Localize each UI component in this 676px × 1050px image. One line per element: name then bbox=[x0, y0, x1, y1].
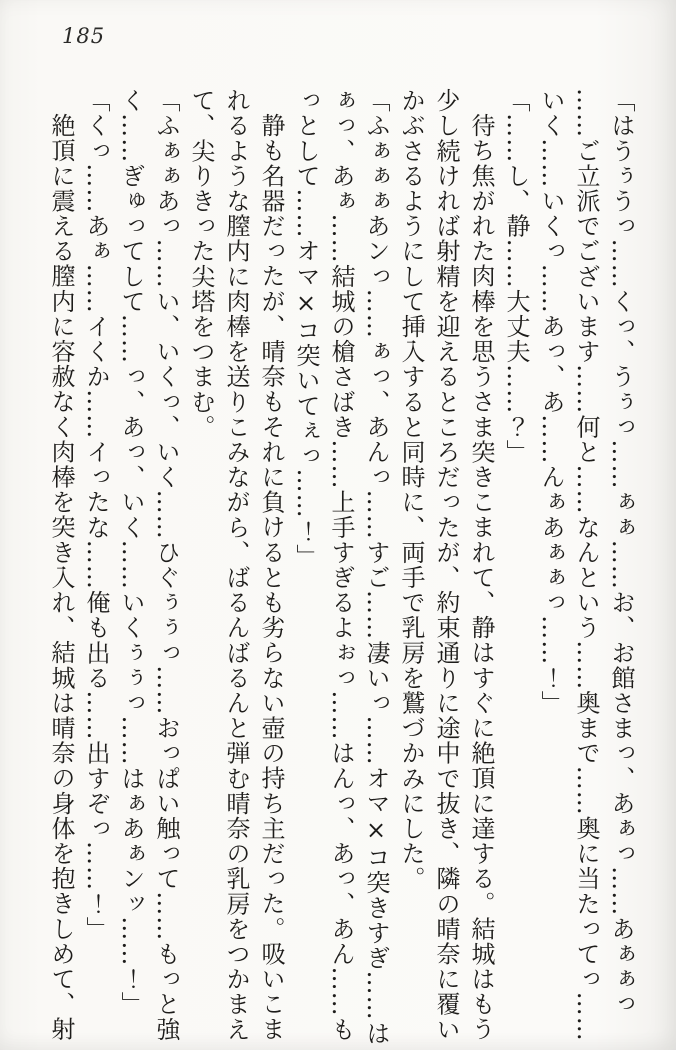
vertical-text-block bbox=[43, 88, 638, 1046]
text-column: かぶさるようにして挿入すると同時に、両手で乳房を鷲づかみにした。 bbox=[397, 88, 425, 892]
text-column: れるような膣内に肉棒を送りこみながら、ばるんばるんと弾む晴奈の乳房をつかまえ bbox=[222, 88, 250, 1042]
text-column: 「くっ……あぁ……イくか……イったな……俺も出る……出すぞっ……！」 bbox=[82, 88, 110, 942]
text-column: 「はうぅうっ……くっ、うぅっ……ぁぁ……お、お館さまっ、あぁっ……あぁぁっ bbox=[607, 88, 635, 1017]
page-number: 185 bbox=[62, 24, 106, 48]
text-column: 待ち焦がれた肉棒を思うさま突きこまれて、静はすぐに絶頂に達する。結城はもう bbox=[467, 113, 495, 1042]
text-column: 静も名器だったが、晴奈もそれに負けるとも劣らない壺の持ち主だった。吸いこま bbox=[257, 113, 285, 1042]
text-column: っとして……オマ×コ突いてぇっ……！」 bbox=[292, 88, 320, 569]
text-column: 少し続ければ射精を迎えるところだったが、約束通りに途中で抜き、隣の晴奈に覆い bbox=[432, 88, 460, 1042]
text-column: 「ふぁぁあっ……い、いくっ、いく……ひぐぅぅっ……おっぱい触って……もっと強 bbox=[152, 88, 180, 1042]
text-column: ……ご立派でございます……何と……なんという……奥まで……奥に当たってっ…… bbox=[572, 88, 600, 1042]
text-column: て、尖りきった尖塔をつまむ。 bbox=[187, 88, 215, 440]
text-column: 「ふぁぁぁあンっ……ぁっ、あんっ……すご……凄いっ……オマ×コ突きすぎ……は bbox=[362, 88, 390, 1046]
text-column: いく……いくっ……あっ、あ……んぁあぁぁっ……！」 bbox=[537, 88, 565, 716]
text-column: く……ぎゅってして……っ、あっ、いく……いくぅぅっ……はぁあぁンッ……！」 bbox=[117, 88, 145, 1017]
text-column: 「……し、静……大丈夫……？」 bbox=[502, 88, 530, 465]
text-column: ぁっ、あぁ……結城の槍さばき……上手すぎるよぉっ……はんっ、あっ、あん……も bbox=[327, 88, 355, 1042]
text-column: 絶頂に震える膣内に容赦なく肉棒を突き入れ、結城は晴奈の身体を抱きしめて、射 bbox=[47, 113, 75, 1042]
